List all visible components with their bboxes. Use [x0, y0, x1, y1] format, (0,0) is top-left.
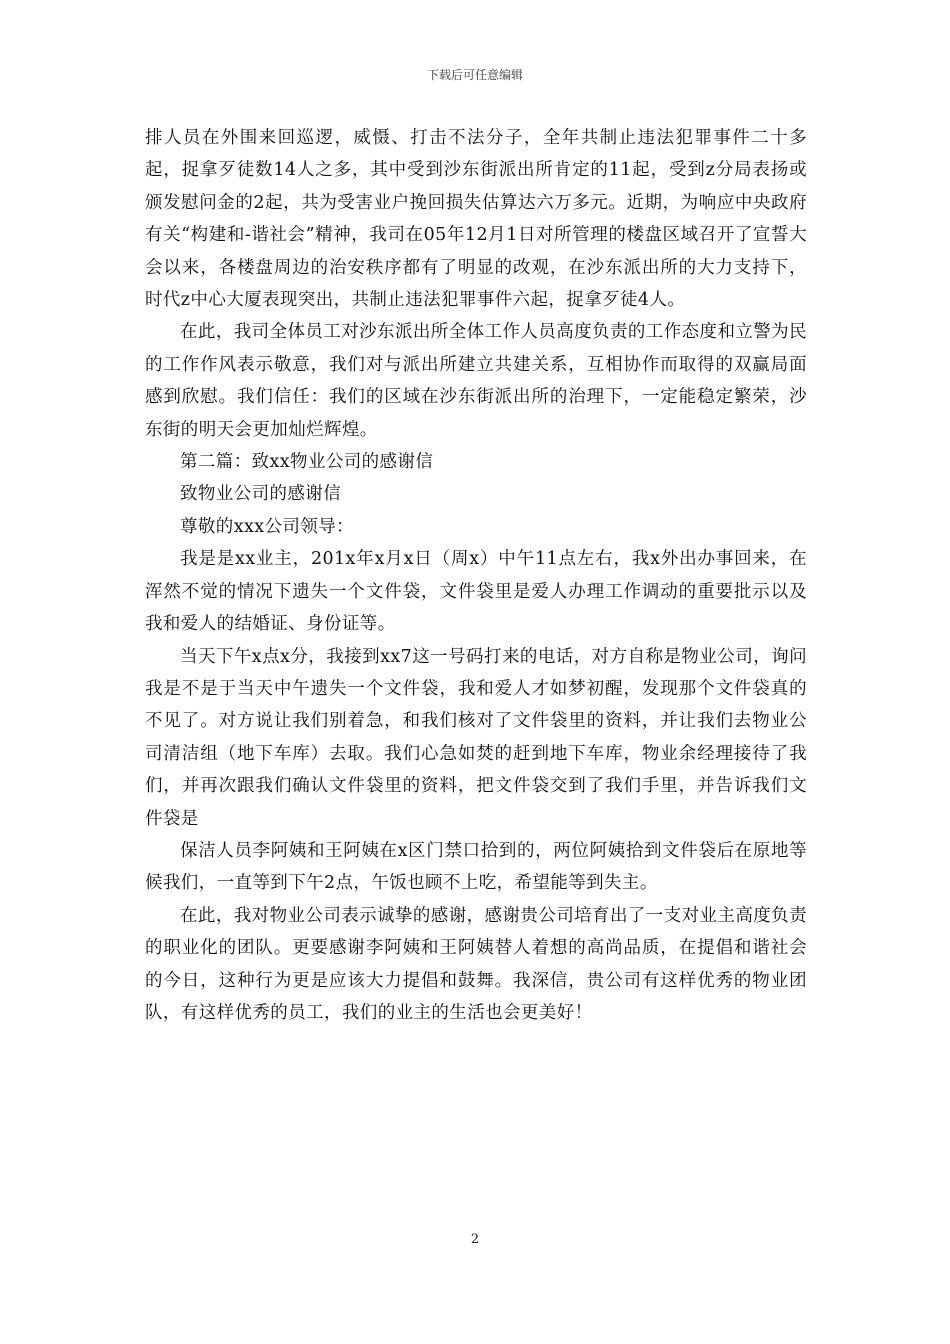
paragraph-continuation: 排人员在外围来回巡逻，威慑、打击不法分子，全年共制止违法犯罪事件二十多起，捉拿歹徒数14人之多，其中受到沙东街派出所肯定的11起，受到z分局表扬或颁发慰问金的2起，共为受害业户挽回损失估算达六万多元。近期，为响应中央政府有关“构建和-谐社会”精神，我司在05年12月1日对所管理的楼盘区域召开了宣誓大会以来，各楼盘周边的治安秩序都有了明显的改观，在沙东派出所的大力支持下，时代z中心大厦表现突出，共制止违法犯罪事件六起，捉拿歹徒4人。	[145, 128, 807, 311]
letter-title: 致物业公司的感谢信	[180, 484, 342, 505]
page-number: 2	[470, 1232, 480, 1247]
paragraph-cleaners: 保洁人员李阿姨和王阿姨在x区门禁口拾到的，两位阿姨拾到文件袋后在原地等候我们，一直等到下午2点，午饭也顾不上吃，希望能等到失主。	[145, 840, 807, 894]
paragraph-closing-thanks: 在此，我对物业公司表示诚挚的感谢，感谢贵公司培育出了一支对业主高度负责的职业化的团队。更要感谢李阿姨和王阿姨替人着想的高尚品质，在提倡和谐社会的今日，这种行为更是应该大力提倡和鼓舞。我深信，贵公司有这样优秀的物业团队，有这样优秀的员工，我们的业主的生活也会更美好！	[145, 905, 807, 1023]
page-header: 下载后可任意编辑	[426, 68, 523, 82]
paragraph-thanks-police: 在此，我司全体员工对沙东派出所全体工作人员高度负责的工作态度和立警为民的工作作风表示敬意，我们对与派出所建立共建关系，互相协作而取得的双赢局面感到欣慰。我们信任：我们的区域在沙东街派出所的治理下，一定能稳定繁荣，沙东街的明天会更加灿烂辉煌。	[145, 322, 807, 440]
paragraph-phone-call: 当天下午x点x分，我接到xx7这一号码打来的电话，对方自称是物业公司，询问我是不是于当天中午遗失一个文件袋，我和爱人才如梦初醒，发现那个文件袋真的不见了。对方说让我们别着急，和我们核对了文件袋里的资料，并让我们去物业公司清洁组（地下车库）去取。我们心急如焚的赶到地下车库，物业余经理接待了我们，并再次跟我们确认文件袋里的资料，把文件袋交到了我们手里，并告诉我们文件袋是	[145, 646, 807, 829]
section-heading: 第二篇：致xx物业公司的感谢信	[180, 452, 434, 473]
document-body	[145, 122, 807, 1029]
paragraph-lost-bag: 我是是xx业主，201x年x月x日（周x）中午11点左右，我x外出办事回来，在浑然不觉的情况下遗失一个文件袋，文件袋里是爱人办理工作调动的重要批示以及我和爱人的结婚证、身份证等。	[145, 549, 807, 635]
letter-salutation: 尊敬的xxx公司领导：	[180, 516, 355, 537]
